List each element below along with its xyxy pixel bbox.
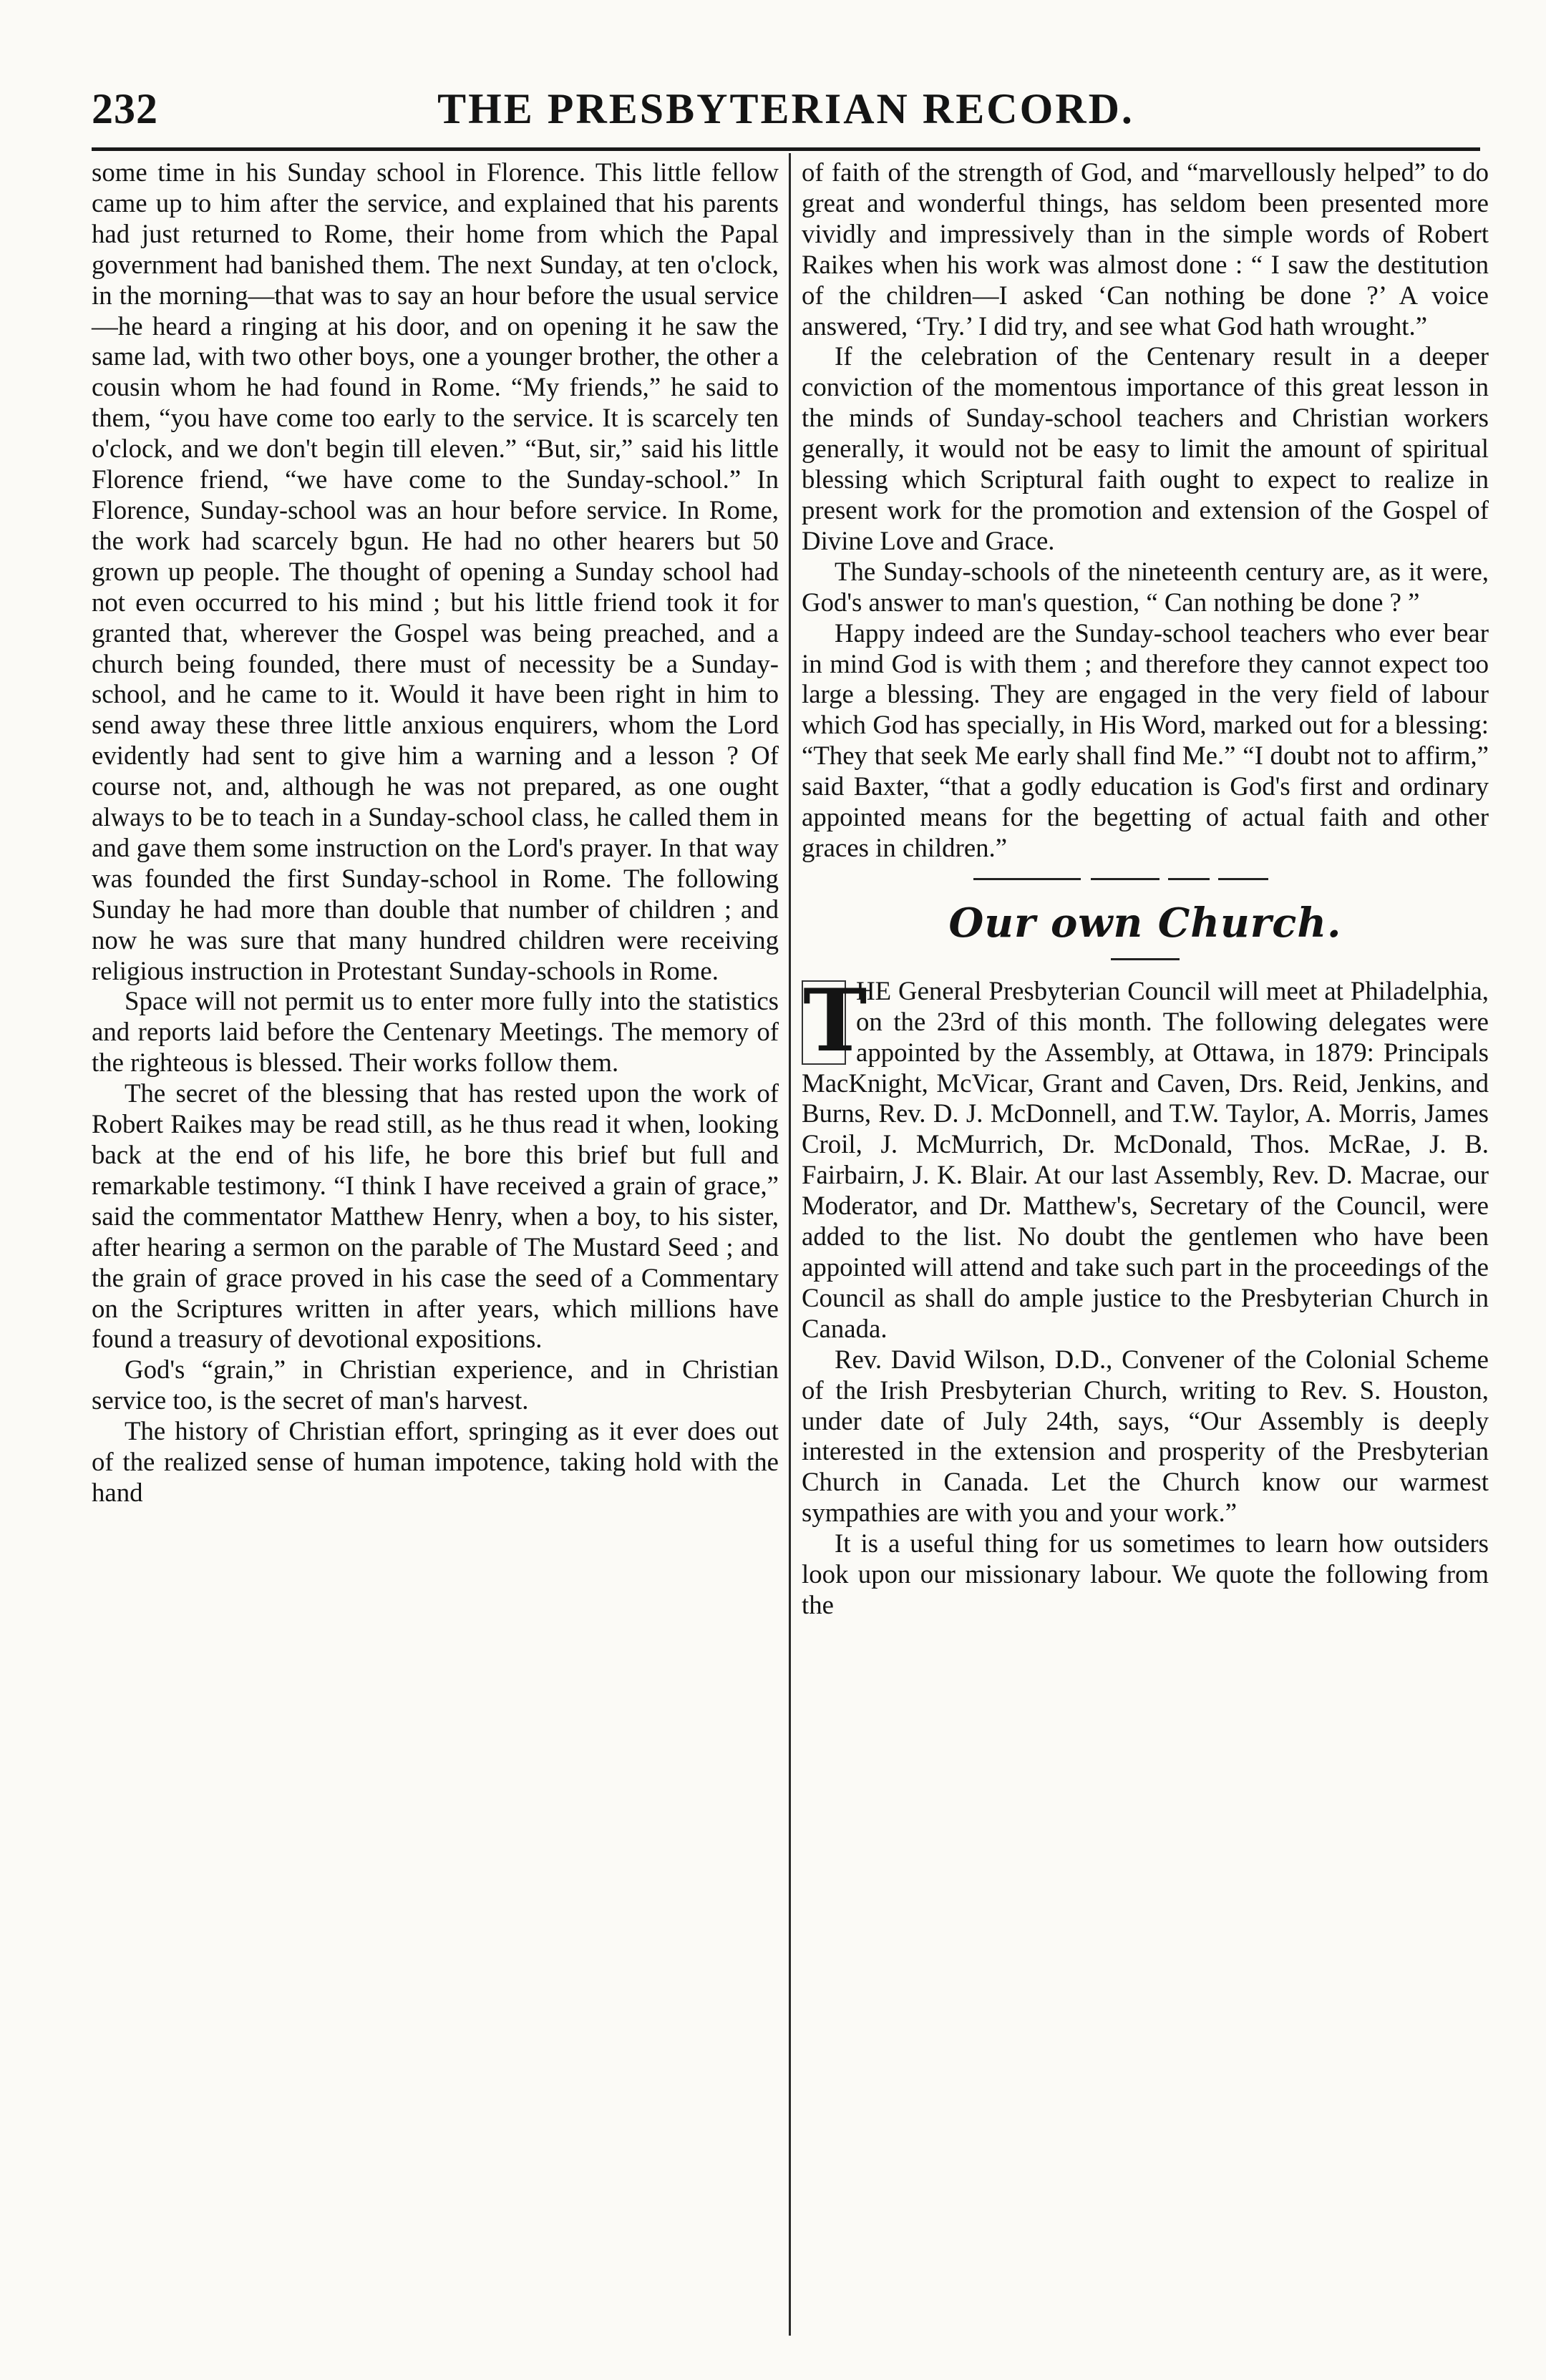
right-column: [802, 157, 1489, 1621]
section-separator: [802, 864, 1489, 892]
right-paragraph-1: of faith of the strength of God, and “marvellously helped” to do great and wonderful things, has seldom been presented more vividly and impressively than in the simple words of Robert Raikes when his work was almost done : “ I saw the destitution of the children—I asked ‘Can nothing be done ?’ A voice answered, ‘Try.’ I did try, and see what God hath wrought.”: [802, 157, 1489, 341]
page-header: [92, 84, 1480, 143]
left-paragraph-3: The secret of the blessing that has rested upon the work of Robert Raikes may be read still, as he thus read it when, looking back at the end of his life, he bore this brief but full and remarkable testimony. “I think I have received a grain of grace,” said the commentator Matthew Henry, when a boy, to his sister, after hearing a sermon on the parable of The Mustard Seed ; and the grain of grace proved in his case the seed of a Commentary on the Scriptures written in after years, which millions have found a treasury of devotional expositions.: [92, 1078, 779, 1354]
publication-title: THE PRESBYTERIAN RECORD.: [437, 85, 1134, 132]
heading-rule: [1111, 958, 1180, 960]
header-rule: [92, 147, 1480, 151]
section-heading: Our own Church.: [948, 899, 1342, 947]
right-paragraph-4: Happy indeed are the Sunday-school teachers who ever bear in mind God is with them ; and therefore they cannot expect too large a blessing. They are engaged in the very field of labour which God has specially, in His Word, marked out for a blessing: “They that seek Me early shall find Me.” “I doubt not to affirm,” said Baxter, “that a godly education is God's first and ordinary appointed means for the begetting of actual faith and other graces in children.”: [802, 618, 1489, 862]
page-number: 232: [92, 85, 158, 132]
left-column: [92, 157, 779, 1508]
right-paragraph-7: It is a useful thing for us sometimes to learn how outsiders look upon our missionary labour. We quote the following from the: [802, 1528, 1489, 1619]
column-divider: [789, 153, 791, 2336]
left-paragraph-1: some time in his Sunday school in Florence. This little fellow came up to him after the service, and explained that his parents had just returned to Rome, their home from which the Papal government had banished them. The next Sunday, at ten o'clock, in the morning—that was to say an hour before the usual service—he heard a ringing at his door, and on opening it he saw the same lad, with two other boys, one a younger brother, the other a cousin whom he had found in Rome. “My friends,” he said to them, “you have come too early to the service. It is scarcely ten o'clock, and we don't begin till eleven.” “But, sir,” said his little Florence friend, “we have come to the Sunday-school.” In Florence, Sunday-school was an hour before service. In Rome, the work had scarcely bgun. He had no other hearers but 50 grown up people. The thought of opening a Sunday school had not even occurred to his mind ; but his little friend took it for granted that, wherever the Gospel was being preached, and a church being founded, there must of necessity be a Sunday-school, and he came to it. Would it have been right in him to send away these three little anxious enquirers, whom the Lord evidently had sent to give him a warning and a lesson ? Of course not, and, although he was not prepared, as one ought always to be to teach in a Sunday-school class, he called them in and gave them some instruction on the Lord's prayer. In that way was founded the first Sunday-school in Rome. The following Sunday he had more than double that number of children ; and now he was sure that many hundred children were receiving religious instruction in Protestant Sunday-schools in Rome.: [92, 157, 779, 985]
right-paragraph-3: The Sunday-schools of the nineteenth century are, as it were, God's answer to man's question, “ Can nothing be done ? ”: [802, 556, 1489, 617]
left-paragraph-5: The history of Christian effort, springing as it ever does out of the realized sense of human impotence, taking hold with the hand: [92, 1416, 779, 1507]
council-paragraph-text: HE General Presbyterian Council will meet at Philadelphia, on the 23rd of this month. The following delegates were appointed by the Assembly, at Ottawa, in 1879: Principals MacKnight, McVicar, Grant and Caven, Drs. Reid, Jenkins, and Burns, Rev. D. J. McDonnell, and T.W. Taylor, A. Morris, James Croil, J. McMurrich, Dr. McDonald, Thos. McRae, J. B. Fairbairn, J. K. Blair. At our last Assembly, Rev. D. Macrae, our Moderator, and Dr. Matthew's, Secretary of the Council, were added to the list. No doubt the gentlemen who have been appointed will attend and take such part in the proceedings of the Council as shall do ample justice to the Presbyterian Church in Canada.: [802, 975, 1489, 1343]
right-paragraph-2: If the celebration of the Centenary result in a deeper conviction of the momentous importance of this great lesson in the minds of Sunday-school teachers and Christian workers generally, it would not be easy to limit the amount of spiritual blessing which Scriptural faith ought to expect to realize in present work for the promotion and extension of the Gospel of Divine Love and Grace.: [802, 341, 1489, 555]
drop-cap: T: [803, 970, 867, 1071]
council-paragraph: [802, 970, 1489, 1345]
left-paragraph-4: God's “grain,” in Christian experience, and in Christian service too, is the secret of man's harvest.: [92, 1355, 779, 1415]
right-paragraph-6: Rev. David Wilson, D.D., Convener of the Colonial Scheme of the Irish Presbyterian Church, writing to Rev. S. Houston, under date of July 24th, says, “Our Assembly is deeply interested in the extension and prosperity of the Presbyterian Church in Canada. Let the Church know our warmest sympathies are with you and your work.”: [802, 1344, 1489, 1528]
left-paragraph-2: Space will not permit us to enter more fully into the statistics and reports laid before the Centenary Meetings. The memory of the righteous is blessed. Their works follow them.: [92, 986, 779, 1078]
